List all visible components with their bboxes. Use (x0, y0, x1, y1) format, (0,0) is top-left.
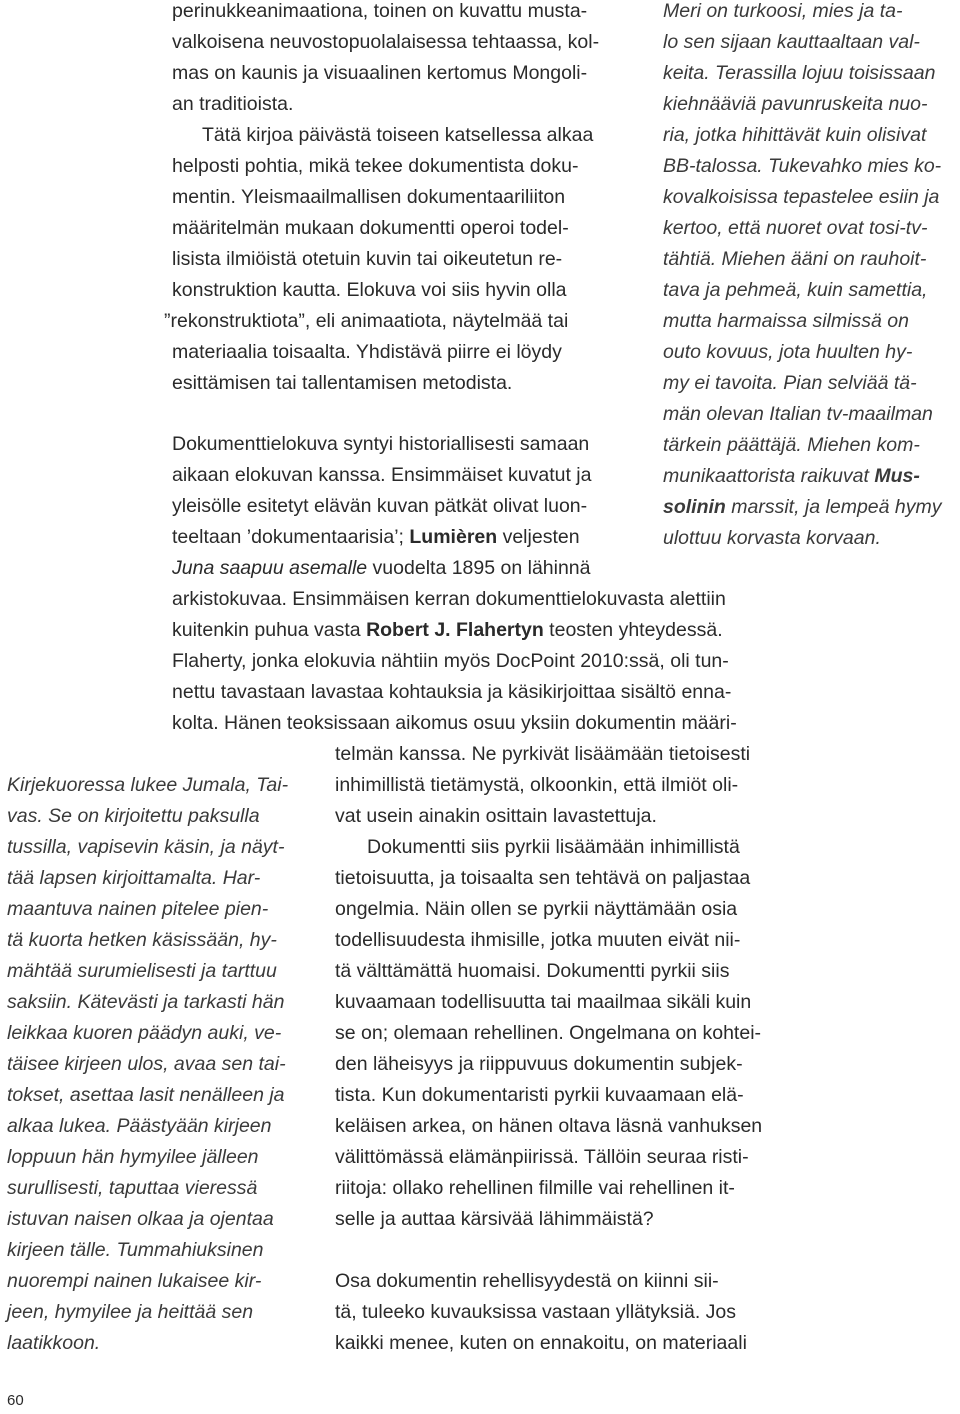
text-line: lisista ilmiöistä otetuin kuvin tai oikeutetun re- (172, 248, 563, 270)
text-line: riitoja: ollako rehellinen filmille vai rehellinen it- (335, 1177, 735, 1199)
text-line: välittömässä elämänpiirissä. Tällöin seuraa risti- (335, 1146, 749, 1168)
text-line: valkoisena neuvostopuolalaisessa tehtaassa, kol- (172, 31, 600, 53)
page-number: 60 (7, 1392, 24, 1409)
text-span: vuodelta 1895 on lähinnä (367, 557, 591, 579)
side-line: ulottuu korvasta korvaan. (663, 527, 881, 549)
text-line: tä välttämättä huomaisi. Dokumentti pyrkii siis (335, 960, 730, 982)
side-line: tokset, asettaa lasit nenälleen ja (7, 1084, 285, 1106)
text-line: tä, tuleeko kuvauksissa vastaan yllätyksiä. Jos (335, 1301, 737, 1323)
side-line: my ei tavoita. Pian selviää tä- (663, 372, 917, 394)
side-line: laatikkoon. (7, 1332, 101, 1354)
text-line: määritelmän mukaan dokumentti operoi todel- (172, 217, 569, 239)
text-line: Dokumentti siis pyrkii lisäämään inhimillistä (367, 836, 740, 858)
side-line: tärkein päättäjä. Miehen kom- (663, 434, 920, 456)
side-line: surullisesti, taputtaa vieressä (7, 1177, 258, 1199)
text-line: kaikki menee, kuten on ennakoitu, on materiaali (335, 1332, 747, 1354)
side-line: lo sen sijaan kauttaaltaan val- (663, 31, 920, 53)
text-line: perinukkeanimaationa, toinen on kuvattu musta- (172, 0, 588, 22)
text-line: materiaalia toisaalta. Yhdistävä piirre ei löydy (172, 341, 562, 363)
text-line: tietoisuutta, ja toisaalta sen tehtävä on paljastaa (335, 867, 751, 889)
text-line: an traditioista. (172, 93, 294, 115)
side-line: leikkaa kuoren päädyn auki, ve- (7, 1022, 282, 1044)
text-line: mentin. Yleismaailmallisen dokumentaariliiton (172, 186, 566, 208)
side-line: Meri on turkoosi, mies ja ta- (663, 0, 903, 22)
side-line: täisee kirjeen ulos, avaa sen tai- (7, 1053, 286, 1075)
text-line: Tätä kirjoa päivästä toiseen katsellessa alkaa (202, 124, 594, 146)
side-line: mutta harmaissa silmissä on (663, 310, 909, 332)
text-line: keläisen arkea, on hänen oltava läsnä vanhuksen (335, 1115, 763, 1137)
text-span: munikaattorista raikuvat (663, 465, 875, 487)
text-line: ongelmia. Näin ollen se pyrkii näyttämään osia (335, 898, 738, 920)
side-line: Kirjekuoressa lukee Jumala, Tai- (7, 774, 289, 796)
text-line: konstruktion kautta. Elokuva voi siis hyvin olla (172, 279, 567, 301)
side-line: kirjeen tälle. Tummahiuksinen (7, 1239, 264, 1261)
text-span: kuitenkin puhua vasta (172, 619, 367, 641)
side-line: outo kovuus, jota huulten hy- (663, 341, 913, 363)
side-line: keita. Terassilla lojuu toisissaan (663, 62, 936, 84)
text-line: helposti pohtia, mikä tekee dokumentista doku- (172, 155, 579, 177)
text-line: kolta. Hänen teoksissaan aikomus osuu yksiin dokumentin määri- (172, 712, 737, 734)
text-line: yleisölle esitetyt elävän kuvan pätkät olivat luon- (172, 495, 588, 517)
text-span: veljesten (497, 526, 580, 548)
text-span: teosten yhteydessä. (543, 619, 723, 641)
side-line: BB-talossa. Tukevahko mies ko- (663, 155, 942, 177)
side-line: kertoo, että nuoret ovat tosi-tv- (663, 217, 928, 239)
text-line (172, 618, 723, 642)
side-line: kiehnääviä pavunruskeita nuo- (663, 93, 928, 115)
side-line: nuorempi nainen lukaisee kir- (7, 1270, 262, 1292)
text-line: den läheisyys ja riippuvuus dokumentin subjek- (335, 1053, 743, 1075)
side-line: tää lapsen kirjoittamalta. Har- (7, 867, 261, 889)
side-line: istuvan naisen olkaa ja ojentaa (7, 1208, 274, 1230)
text-line (172, 556, 591, 580)
side-line: tava ja pehmeä, kuin samettia, (663, 279, 928, 301)
side-line: vas. Se on kirjoitettu paksulla (7, 805, 260, 827)
side-line: maantuva nainen pitelee pien- (7, 898, 269, 920)
text-line: todellisuudesta ihmisille, jotka muuten eivät nii- (335, 929, 741, 951)
side-line: tä kuorta hetken käsissään, hy- (7, 929, 277, 951)
text-line: esittämisen tai tallentamisen metodista. (172, 372, 513, 394)
lumiere-name: Lumièren (409, 526, 498, 548)
side-line: ria, jotka hihittävät kuin olisivat (663, 124, 927, 146)
text-line: nettu tavastaan lavastaa kohtauksia ja käsikirjoittaa sisältö enna- (172, 681, 732, 703)
text-line: Flaherty, jonka elokuvia nähtiin myös DocPoint 2010:ssä, oli tun- (172, 650, 729, 672)
side-line: loppuun hän hymyilee jälleen (7, 1146, 259, 1168)
side-line: jeen, hymyilee ja heittää sen (7, 1301, 254, 1323)
side-line (663, 464, 920, 488)
text-line: selle ja auttaa kärsivää lähimmäistä? (335, 1208, 654, 1230)
side-line: män olevan Italian tv-maailman (663, 403, 933, 425)
text-line: inhimillistä tietämystä, olkoonkin, että ilmiöt oli- (335, 774, 739, 796)
text-line: aikaan elokuvan kanssa. Ensimmäiset kuvatut ja (172, 464, 592, 486)
text-line: se on; olemaan rehellinen. Ongelmana on kohtei- (335, 1022, 762, 1044)
flaherty-name: Robert J. Flahertyn (366, 619, 544, 641)
side-line (663, 495, 942, 519)
text-line: Dokumenttielokuva syntyi historiallisesti samaan (172, 433, 590, 455)
mussolini-name-part: solinin (663, 496, 726, 518)
text-line: Osa dokumentin rehellisyydestä on kiinni sii- (335, 1270, 719, 1292)
text-line: mas on kaunis ja visuaalinen kertomus Mongoli- (172, 62, 588, 84)
text-line: vat usein ainakin osittain lavastettuja. (335, 805, 657, 827)
side-line: kovalkoisissa tepastelee esiin ja (663, 186, 940, 208)
text-line: ”rekonstruktiota”, eli animaatiota, näytelmää tai (164, 310, 569, 332)
side-line: tähtiä. Miehen ääni on rauhoit- (663, 248, 927, 270)
text-span: marssit, ja lempeä hymy (725, 496, 942, 518)
side-line: mähtää surumielisesti ja tarttuu (7, 960, 277, 982)
text-span: teeltaan ’dokumentaarisia’; (172, 526, 410, 548)
text-line (172, 525, 580, 549)
text-line: tista. Kun dokumentaristi pyrkii kuvaamaan elä- (335, 1084, 744, 1106)
mussolini-name-part: Mus- (874, 465, 920, 487)
text-line: telmän kanssa. Ne pyrkivät lisäämään tietoisesti (335, 743, 751, 765)
side-line: alkaa lukea. Päästyään kirjeen (7, 1115, 272, 1137)
text-line: arkistokuvaa. Ensimmäisen kerran dokumenttielokuvasta alettiin (172, 588, 726, 610)
side-line: tussilla, vapisevin käsin, ja näyt- (7, 836, 285, 858)
text-line: kuvaamaan todellisuutta tai maailmaa sikäli kuin (335, 991, 752, 1013)
side-line: saksiin. Kätevästi ja tarkasti hän (7, 991, 285, 1013)
film-title: Juna saapuu asemalle (172, 557, 368, 579)
